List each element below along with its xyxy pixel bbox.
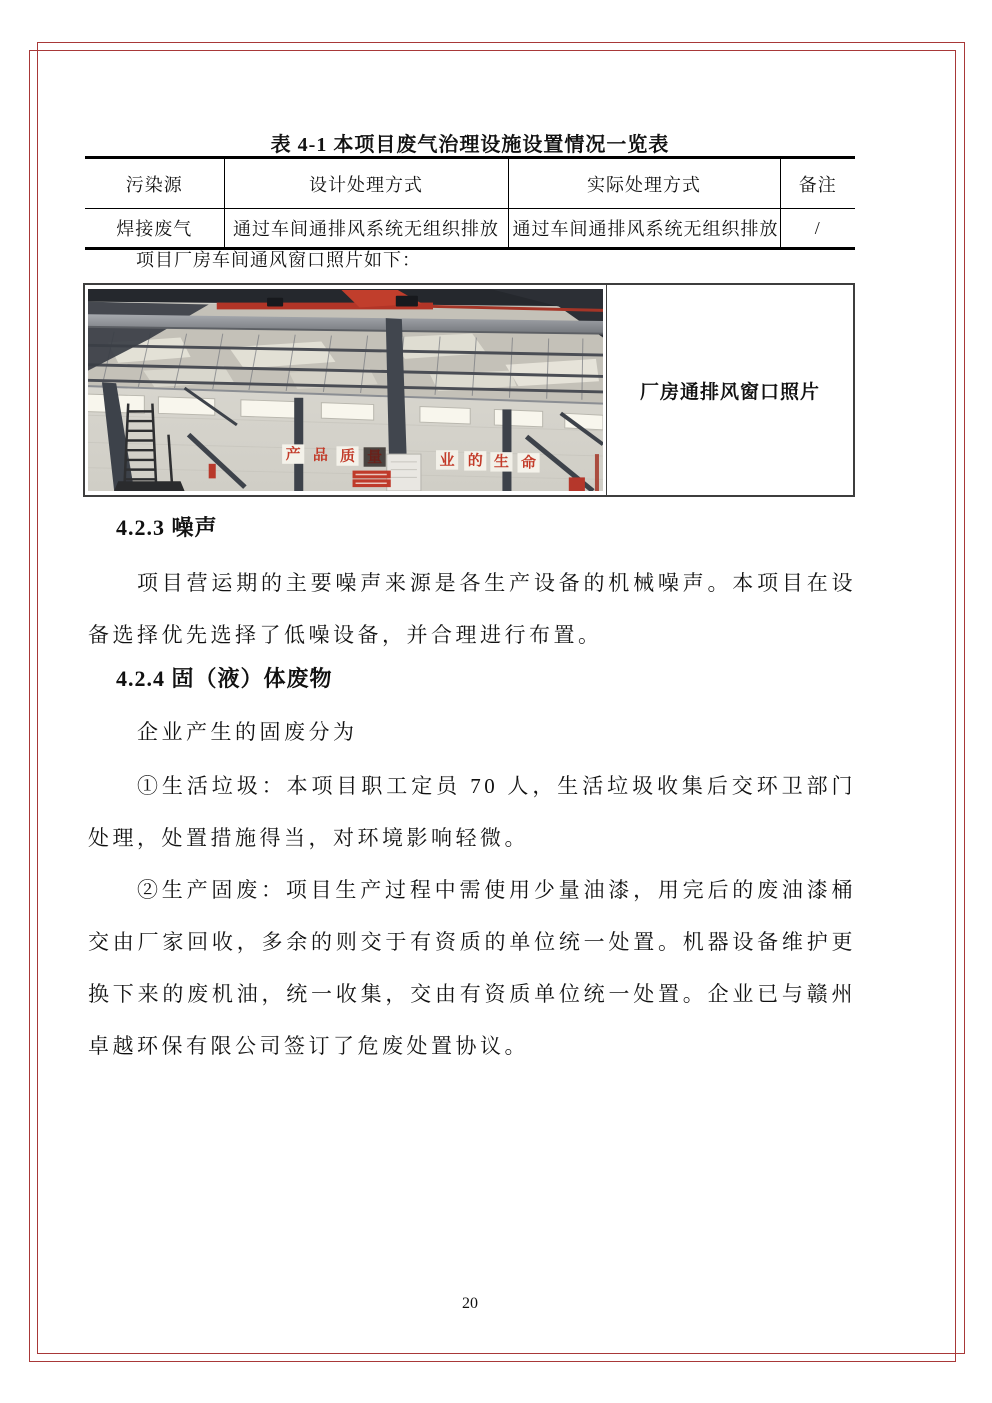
svg-text:品: 品 xyxy=(312,448,328,464)
cell-designed-treatment: 通过车间通排风系统无组织排放 xyxy=(224,209,508,249)
section-heading-noise: 4.2.3 噪声 xyxy=(116,515,218,540)
column-header-actual-treatment: 实际处理方式 xyxy=(508,158,780,209)
paragraph-solid-waste-intro: 企业产生的固废分为 xyxy=(137,720,358,744)
photo-table xyxy=(83,283,855,497)
cell-remark: / xyxy=(814,217,821,238)
section-heading-solid-waste: 4.2.4 固（液）体废物 xyxy=(116,666,333,691)
column-header-remark: 备注 xyxy=(780,158,855,209)
table-title: 表 4-1 本项目废气治理设施设置情况一览表 xyxy=(270,134,670,156)
factory-photo-image xyxy=(88,289,603,491)
svg-text:产: 产 xyxy=(285,447,301,463)
svg-text:命: 命 xyxy=(521,455,537,472)
photo-cell xyxy=(85,285,607,495)
photo-intro-text: 项目厂房车间通风窗口照片如下： xyxy=(136,250,421,270)
table-row xyxy=(85,209,855,249)
cell-actual-treatment: 通过车间通排风系统无组织排放 xyxy=(508,209,780,249)
page-number: 20 xyxy=(462,1295,478,1312)
svg-text:质: 质 xyxy=(339,449,356,465)
column-header-pollution-source: 污染源 xyxy=(85,158,224,209)
svg-text:量: 量 xyxy=(367,450,383,466)
svg-text:生: 生 xyxy=(493,454,509,471)
fire-extinguisher xyxy=(209,464,216,479)
waste-gas-table xyxy=(85,156,855,250)
svg-text:业: 业 xyxy=(439,452,455,469)
cell-pollution-source: 焊接废气 xyxy=(85,209,224,249)
whiteboard xyxy=(387,454,421,491)
photo-caption: 厂房通排风窗口照片 xyxy=(639,381,820,403)
paragraph-noise: 项目营运期的主要噪声来源是各生产设备的机械噪声。本项目在设备选择优先选择了低噪设备，并合理进行布置。 xyxy=(88,571,856,647)
paragraph-production-waste: ②生产固废：项目生产过程中需使用少量油漆，用完后的废油漆桶交由厂家回收，多余的则交于有资质的单位统一处置。机器设备维护更换下来的废机油，统一收集，交由有资质单位统一处置。企业已与赣州卓越环保有限公司签订了危废处置协议。 xyxy=(88,878,856,1058)
table-header-row xyxy=(85,158,855,209)
paragraph-domestic-garbage: ①生活垃圾：本项目职工定员 70 人，生活垃圾收集后交环卫部门处理，处置措施得当，对环境影响轻微。 xyxy=(88,774,856,850)
svg-text:的: 的 xyxy=(467,453,483,470)
column-header-designed-treatment: 设计处理方式 xyxy=(224,158,508,209)
